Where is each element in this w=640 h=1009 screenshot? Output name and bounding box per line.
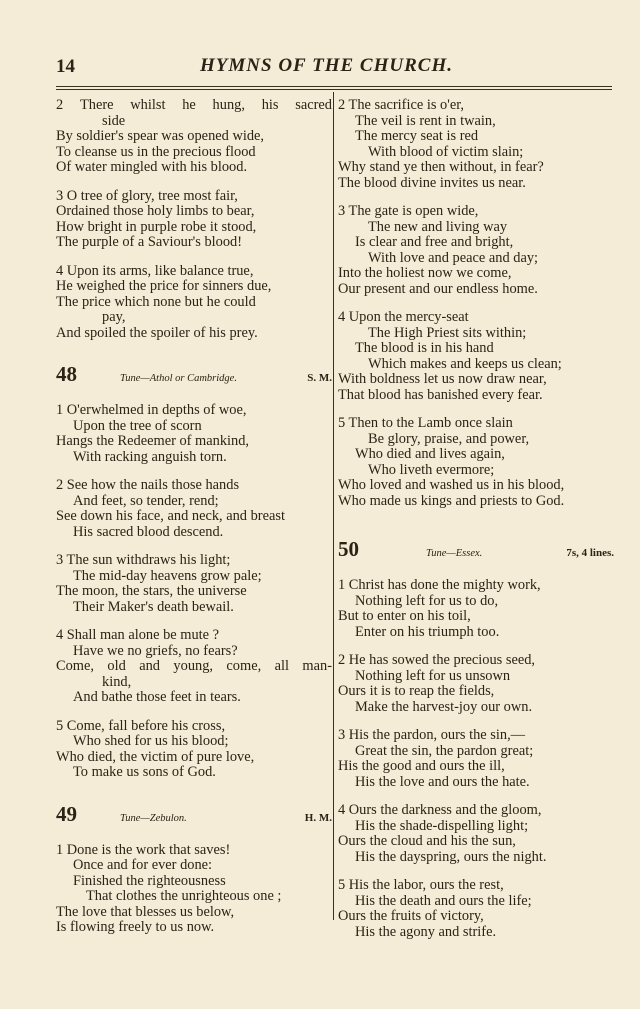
verse-line: Ours the fruits of victory, <box>338 908 484 924</box>
verse-line: With racking anguish torn. <box>73 448 227 465</box>
verse-line: 3 The sun withdraws his light; <box>56 552 231 568</box>
verse-line: And bathe those feet in tears. <box>73 689 241 705</box>
verse-line: 1 Done is the work that saves! <box>56 841 231 858</box>
hymn-47-stanza-3 <box>56 189 332 251</box>
verse-line: The mid-day heavens grow pale; <box>73 567 262 584</box>
verse-line: See down his face, and neck, and breast <box>56 508 285 524</box>
verse-line: The blood divine invites us near. <box>338 174 526 191</box>
verse-line: 3 The gate is open wide, <box>338 203 479 219</box>
verse-line: The veil is rent in twain, <box>355 112 496 129</box>
hymn-49-stanza-3 <box>338 204 614 297</box>
verse-line: 3 His the pardon, ours the sin,— <box>338 727 526 743</box>
verse-line: side <box>102 112 126 129</box>
verse-line: 5 His the labor, ours the rest, <box>338 877 504 893</box>
verse-line: His the love and ours the hate. <box>355 773 530 790</box>
hymn-48-stanza-4 <box>56 628 332 706</box>
verse-line: Who died and lives again, <box>355 446 505 462</box>
tune-name: Tune—Zebulon. <box>120 812 187 824</box>
verse-line: Once and for ever done: <box>73 857 213 873</box>
verse-line: The High Priest sits within; <box>368 324 527 341</box>
verse-line: His the death and ours the life; <box>355 892 532 909</box>
verse-line: 1 O'erwhelmed in depths of woe, <box>56 402 247 418</box>
verse-line: Who liveth evermore; <box>368 461 495 478</box>
hymn-49-header <box>56 802 332 827</box>
verse-line: 5 Come, fall before his cross, <box>56 717 226 734</box>
verse-line: Enter on his triumph too. <box>355 623 500 640</box>
verse-line: His the shade-dispelling light; <box>355 817 529 834</box>
verse-line: Ordained those holy limbs to bear, <box>56 203 255 219</box>
verse-line: Make the harvest-joy our own. <box>355 698 533 715</box>
hymn-50-header <box>338 537 614 562</box>
tune-name: Tune—Athol or Cambridge. <box>120 373 237 384</box>
verse-line: Who shed for us his blood; <box>73 733 229 749</box>
verse-line: Ours the cloud and his the sun, <box>338 833 516 849</box>
hymn-number: 49 <box>56 801 77 826</box>
verse-line: The mercy seat is red <box>355 128 479 144</box>
verse-line: And feet, so tender, rend; <box>73 492 219 509</box>
verse-line: But to enter on his toil, <box>338 608 471 624</box>
hymn-49-stanza-2 <box>338 98 614 191</box>
header-rule-thin <box>56 89 612 90</box>
verse-line: That blood has banished every fear. <box>338 386 543 403</box>
verse-line: Who died, the victim of pure love, <box>56 748 255 765</box>
verse-line: Great the sin, the pardon great; <box>355 742 534 759</box>
verse-line: 3 O tree of glory, tree most fair, <box>56 187 238 204</box>
verse-line: 1 Christ has done the mighty work, <box>338 577 541 593</box>
verse-line: Who made us kings and priests to God. <box>338 492 565 509</box>
hymn-47-stanza-4 <box>56 264 332 342</box>
verse-line: How bright in purple robe it stood, <box>56 218 257 235</box>
verse-line: Into the holiest now we come, <box>338 265 512 281</box>
hymn-number: 50 <box>338 537 359 561</box>
hymn-50-stanza-1 <box>338 578 614 640</box>
hymn-48-stanza-2 <box>56 478 332 540</box>
hymn-50-stanza-4 <box>338 803 614 865</box>
verse-line: And spoiled the spoiler of his prey. <box>56 324 258 341</box>
meter: 7s, 4 lines. <box>566 547 614 559</box>
hymn-49-stanza-5 <box>338 416 614 509</box>
meter: H. M. <box>304 811 332 824</box>
verse-line: Nothing left for us unsown <box>355 667 511 684</box>
verse-line: Of water mingled with his blood. <box>56 159 248 175</box>
verse-line: Upon the tree of scorn <box>73 417 202 434</box>
hymn-47-stanza-2 <box>56 98 332 176</box>
verse-line: Ours it is to reap the fields, <box>338 683 495 699</box>
column-divider <box>333 92 334 920</box>
verse-line: With blood of victim slain; <box>368 143 524 160</box>
verse-line: He weighed the price for sinners due, <box>56 278 272 294</box>
hymn-48-stanza-3 <box>56 553 332 615</box>
tune-name: Tune—Essex. <box>426 548 483 559</box>
hymn-49-stanza-4 <box>338 310 614 403</box>
verse-line: The moon, the stars, the universe <box>56 583 247 599</box>
hymn-50-stanza-5 <box>338 878 614 940</box>
verse-line: To make us sons of God. <box>73 764 216 780</box>
page-number: 14 <box>56 56 75 77</box>
verse-line: Finished the righteousness <box>73 872 226 889</box>
verse-line: 4 Upon the mercy-seat <box>338 309 469 325</box>
header-rule <box>56 86 612 87</box>
verse-line: Why stand ye then without, in fear? <box>338 159 544 175</box>
verse-line: pay, <box>102 309 126 325</box>
verse-line: His the good and ours the ill, <box>338 758 505 774</box>
verse-line: Is clear and free and bright, <box>355 234 514 250</box>
verse-line: His sacred blood descend. <box>73 523 224 540</box>
verse-line: kind, <box>102 673 132 690</box>
meter: S. M. <box>307 372 332 384</box>
running-head: HYMNS OF THE CHURCH. <box>200 55 453 76</box>
verse-line: The new and living way <box>368 218 508 235</box>
verse-line: That clothes the unrighteous one ; <box>86 888 282 904</box>
verse-line: Have we no griefs, no fears? <box>73 642 238 659</box>
verse-line: Their Maker's death bewail. <box>73 598 234 615</box>
verse-line: 4 Ours the darkness and the gloom, <box>338 802 542 818</box>
verse-line: To cleanse us in the precious flood <box>56 143 256 160</box>
verse-line: 4 Upon its arms, like balance true, <box>56 262 254 279</box>
verse-line: 2 There whilst he hung, his sacred <box>56 97 332 113</box>
verse-line: The blood is in his hand <box>355 340 494 356</box>
verse-line: His the agony and strife. <box>355 923 497 940</box>
right-column <box>338 98 614 953</box>
verse-line: 2 The sacrifice is o'er, <box>338 97 465 113</box>
verse-line: With boldness let us now draw near, <box>338 371 547 387</box>
verse-line: With love and peace and day; <box>368 249 539 266</box>
verse-line: Our present and our endless home. <box>338 280 538 297</box>
verse-line: 4 Shall man alone be mute ? <box>56 627 220 643</box>
hymn-49-stanza-1 <box>56 843 332 936</box>
verse-line: The love that blesses us below, <box>56 903 235 920</box>
hymn-48-stanza-5 <box>56 719 332 781</box>
hymn-48-header <box>56 362 332 387</box>
verse-line: 2 He has sowed the precious seed, <box>338 652 536 668</box>
verse-line: The price which none but he could <box>56 293 256 310</box>
verse-line: Who loved and washed us in his blood, <box>338 477 565 493</box>
verse-line: Which makes and keeps us clean; <box>368 355 562 372</box>
hymn-50-stanza-3 <box>338 728 614 790</box>
verse-line: Come, old and young, come, all man- <box>56 658 332 674</box>
verse-line: Hangs the Redeemer of mankind, <box>56 433 250 449</box>
verse-line: Nothing left for us to do, <box>355 592 499 609</box>
verse-line: The purple of a Saviour's blood! <box>56 234 243 250</box>
verse-line: Be glory, praise, and power, <box>368 430 530 447</box>
hymn-48-stanza-1 <box>56 403 332 465</box>
verse-line: 2 See how the nails those hands <box>56 477 240 493</box>
verse-line: 5 Then to the Lamb once slain <box>338 415 513 431</box>
verse-line: Is flowing freely to us now. <box>56 919 215 935</box>
hymn-50-stanza-2 <box>338 653 614 715</box>
verse-line: His the dayspring, ours the night. <box>355 848 547 865</box>
verse-line: By soldier's spear was opened wide, <box>56 128 265 144</box>
hymn-number: 48 <box>56 362 77 386</box>
left-column <box>56 98 332 949</box>
